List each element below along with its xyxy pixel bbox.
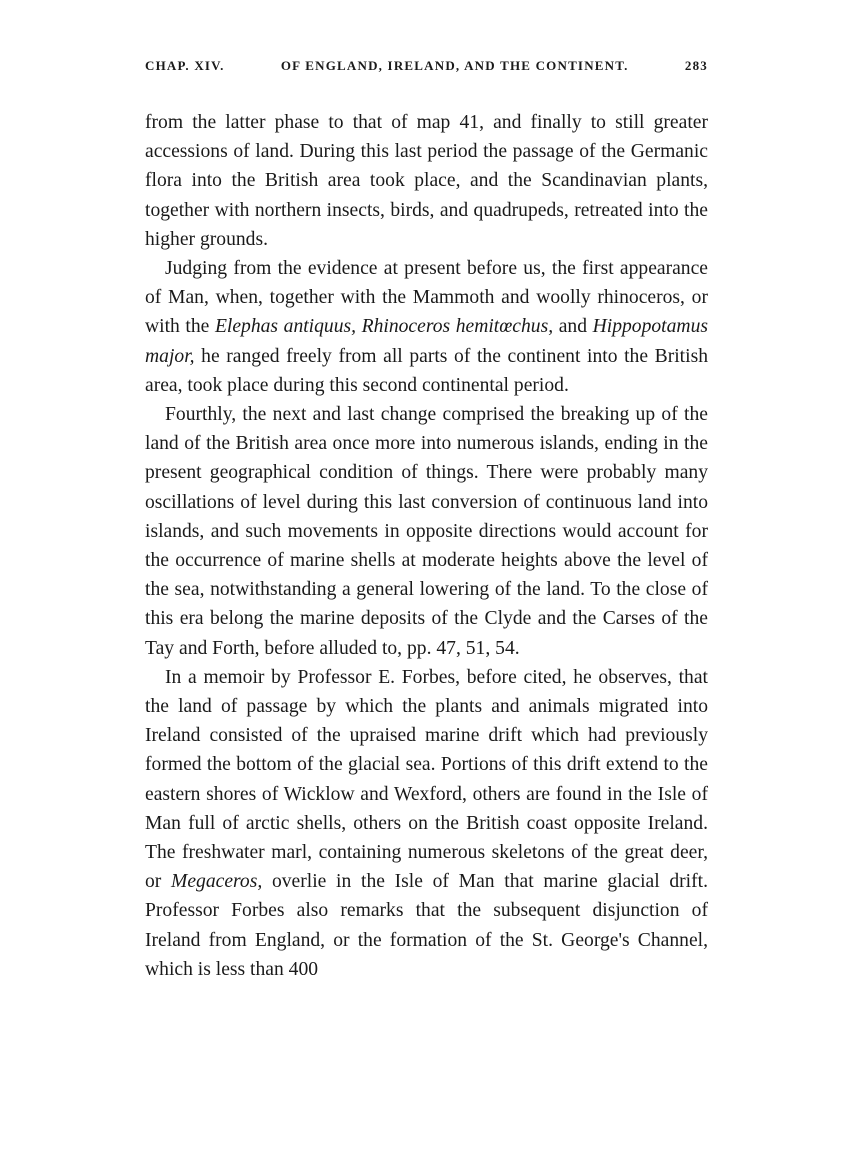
paragraph <box>145 254 708 400</box>
body-text <box>145 108 708 984</box>
running-title: OF ENGLAND, IRELAND, AND THE CONTINENT. <box>280 58 629 73</box>
italic-term: Elephas antiquus, Rhinoceros hemitœchus, <box>214 316 554 338</box>
text-run: from the latter phase to that of map 41, and finally to still greater accessions of land. During this last period the passage of the Germanic flora into the British area took place, and the Scandinavian plants, together with northern insects, birds, and quadrupeds, retreated into the higher grounds. <box>145 112 708 250</box>
book-page <box>145 58 708 984</box>
text-run: Fourthly, the next and last change comprised the breaking up of the land of the British area once more into numerous islands, ending in the present geographical condition of things. There were probably many oscillations of level during this last conversion of continuous land into islands, and such movements in opposite directions would account for the occurrence of marine shells at moderate heights above the level of the sea, notwithstanding a general lowering of the land. To the close of this era belong the marine deposits of the Clyde and the Carses of the Tay and Forth, before alluded to, pp. 47, 51, 54. <box>145 404 708 659</box>
paragraph <box>145 663 708 984</box>
text-run: In a memoir by Professor E. Forbes, before cited, he observes, that the land of passage by which the plants and animals migrated into Ireland consisted of the upraised marine drift which had previously formed the bottom of the glacial sea. Portions of this drift extend to the eastern shores of Wicklow and Wexford, others are found in the Isle of Man full of arctic shells, others on the British coast opposite Ireland. The freshwater marl, containing numerous skeletons of the great deer, or <box>145 666 708 893</box>
paragraph <box>145 400 708 663</box>
italic-term: Hippopotamus major, <box>145 316 708 367</box>
text-run: overlie in the Isle of Man that marine glacial drift. Professor Forbes also remarks that the subsequent disjunction of Ireland from England, or the formation of the St. George's Channel, which is less than 400 <box>145 871 708 980</box>
text-run: Judging from the evidence at present before us, the first appearance of Man, when, together with the Mammoth and woolly rhinoceros, or with the <box>145 258 708 338</box>
text-run: and <box>553 316 593 338</box>
chapter-label: CHAP. XIV. <box>145 58 225 73</box>
text-run: he ranged freely from all parts of the continent into the British area, took place during this second continental period. <box>145 345 708 396</box>
italic-term: Megaceros, <box>171 871 263 893</box>
running-head <box>145 58 708 82</box>
page-number: 283 <box>684 58 708 73</box>
paragraph <box>145 108 708 254</box>
